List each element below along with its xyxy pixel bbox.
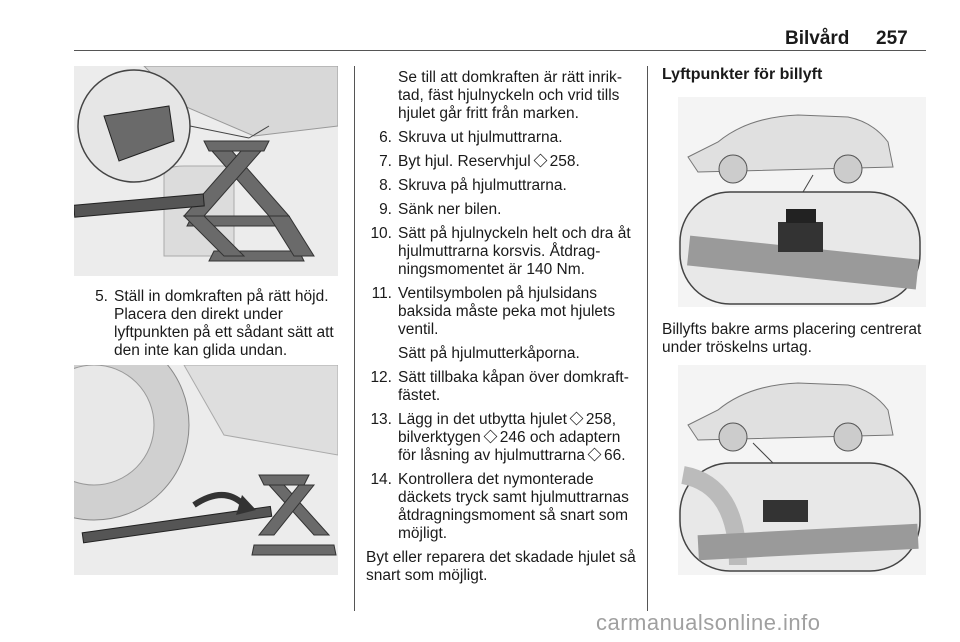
page-header-title: Bilvård bbox=[785, 28, 850, 49]
jack-illustration bbox=[74, 66, 338, 276]
wrench-jack-illustration bbox=[74, 365, 338, 575]
page-ref[interactable]: 258. bbox=[549, 153, 580, 170]
column-divider-right bbox=[647, 66, 648, 611]
step-8: 8. Skruva på hjulmuttrarna. bbox=[379, 177, 567, 194]
step-7: 7. Byt hjul. Reservhjul 258. bbox=[379, 153, 580, 170]
step-5: 5. Ställ in domkraften på rätt höjd. Placera den direkt under lyftpunkten på ett sådant sätt att den inte kan glida undan. bbox=[95, 288, 334, 359]
step-10: 10. Sätt på hjulnyckeln helt och dra åt hjulmuttrarna korsvis. Åtdragningsmomentet är 140 Nm. bbox=[370, 225, 631, 278]
header-rule bbox=[74, 50, 926, 51]
lift-point-rear-illustration bbox=[678, 365, 926, 575]
page-ref-icon bbox=[533, 154, 547, 168]
step-6: 6. Skruva ut hjulmuttrarna. bbox=[379, 129, 563, 146]
page-number: 257 bbox=[876, 28, 908, 49]
section-title: Lyftpunkter för billyft bbox=[662, 66, 823, 83]
page-ref-icon bbox=[483, 430, 497, 444]
step-14: 14. Kontrollera det nymonterade däckets tryck samt hjulmuttrarnas åtdragningsmoment så snart som möjligt. bbox=[370, 471, 629, 542]
lift-point-front-illustration bbox=[678, 97, 926, 307]
closing-paragraph: Byt eller reparera det skadade hjulet så snart som möjligt. bbox=[366, 549, 636, 584]
step-9: 9. Sänk ner bilen. bbox=[379, 201, 502, 218]
watermark: carmanualsonline.info bbox=[596, 610, 821, 635]
column-divider-left bbox=[354, 66, 355, 611]
page-ref-icon bbox=[588, 448, 602, 462]
step-12: 12. Sätt tillbaka kåpan över domkraftfästet. bbox=[370, 369, 629, 404]
step-11-extra: Sätt på hjulmutterkåporna. bbox=[398, 345, 580, 362]
lift-caption: Billyfts bakre arms placering centrerat under tröskelns urtag. bbox=[662, 321, 922, 356]
step-13: 13. Lägg in det utbytta hjulet 258, bilverktygen 246 och adaptern för låsning av hjulmuttrarna 66. bbox=[370, 411, 626, 464]
intro-paragraph: Se till att domkraften är rätt inriktad, fäst hjulnyckeln och vrid tills hjulet går fritt från marken. bbox=[398, 69, 622, 122]
page-ref-icon bbox=[570, 412, 584, 426]
step-11: 11. Ventilsymbolen på hjulsidans baksida måste peka mot hjulets ventil. bbox=[371, 285, 616, 338]
